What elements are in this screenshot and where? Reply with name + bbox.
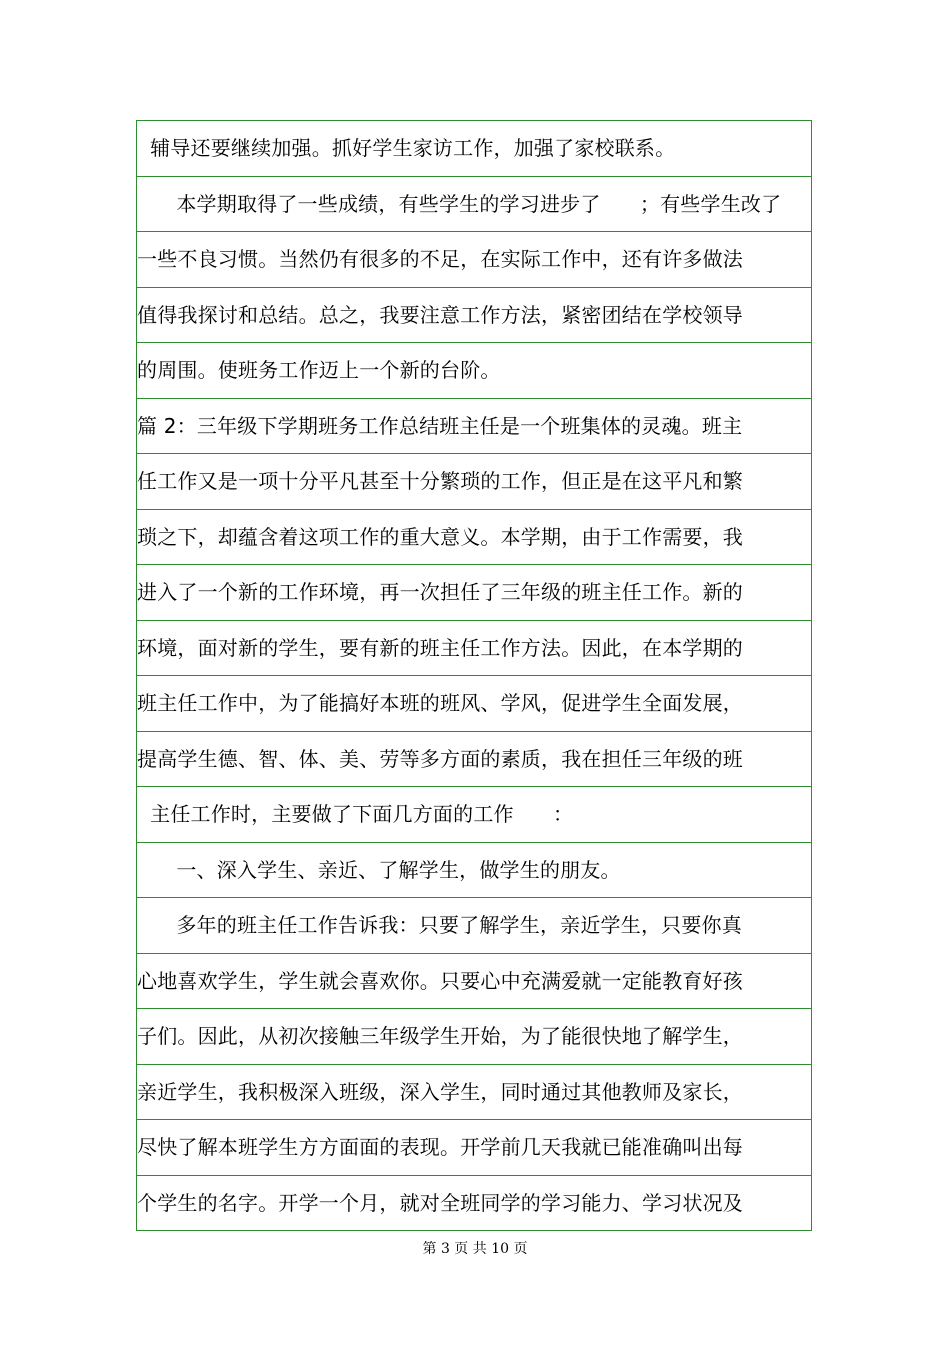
text-line: [137, 1120, 811, 1176]
text-line: [137, 399, 811, 455]
line-text: 个学生的名字。开学一个月，就对全班同学的学习能力、学习状况及: [137, 1190, 743, 1215]
text-line: [137, 288, 811, 344]
text-line: [137, 732, 811, 788]
line-text: 一、深入学生、亲近、了解学生，做学生的朋友。: [137, 857, 621, 882]
text-line: [137, 1065, 811, 1121]
line-text: 本学期取得了一些成绩，有些学生的学习进步了 ；有些学生改了: [137, 191, 782, 216]
text-line: [137, 787, 811, 843]
line-text: 心地喜欢学生，学生就会喜欢你。只要心中充满爱就一定能教育好孩: [137, 968, 743, 993]
text-line: [137, 621, 811, 677]
text-line: [137, 843, 811, 899]
line-text: 一些不良习惯。当然仍有很多的不足，在实际工作中，还有许多做法: [137, 247, 743, 271]
text-line: [137, 954, 811, 1010]
line-text: 尽快了解本班学生方方面面的表现。开学前几天我就已能准确叫出每: [137, 1135, 743, 1159]
text-line: [137, 177, 811, 233]
page-frame: [136, 120, 812, 1231]
line-text: 琐之下，却蕴含着这项工作的重大意义。本学期，由于工作需要，我: [137, 524, 743, 549]
text-line: [137, 454, 811, 510]
line-text: 班主任工作中，为了能搞好本班的班风、学风，促进学生全面发展，: [137, 691, 743, 715]
line-text: 提高学生德、智、体、美、劳等多方面的素质，我在担任三年级的班: [137, 746, 743, 771]
line-text: 辅导还要继续加强。抓好学生家访工作，加强了家校联系。: [137, 136, 676, 160]
text-line: [137, 343, 811, 399]
line-text: 的周围。使班务工作迈上一个新的台阶。: [137, 358, 501, 382]
line-text: 子们。因此，从初次接触三年级学生开始，为了能很快地了解学生，: [137, 1024, 743, 1048]
text-line: [137, 565, 811, 621]
line-text: 多年的班主任工作告诉我：只要了解学生，亲近学生，只要你真: [137, 913, 742, 937]
text-line: [137, 898, 811, 954]
line-text: 环境，面对新的学生，要有新的班主任工作方法。因此，在本学期的: [137, 635, 743, 660]
line-text: 值得我探讨和总结。总之，我要注意工作方法，紧密团结在学校领导: [137, 302, 743, 327]
text-line: [137, 1009, 811, 1065]
line-text: 任工作又是一项十分平凡甚至十分繁琐的工作，但正是在这平凡和繁: [137, 469, 743, 493]
page-number-footer: 第 3 页 共 10 页: [422, 1241, 528, 1257]
text-line: [137, 676, 811, 732]
text-line: [137, 510, 811, 566]
text-line: [137, 121, 811, 177]
line-text: 主任工作时，主要做了下面几方面的工作 ：: [137, 802, 574, 826]
text-line: [137, 1176, 811, 1232]
line-text: 进入了一个新的工作环境，再一次担任了三年级的班主任工作。新的: [137, 580, 743, 604]
line-text: 篇 2：三年级下学期班务工作总结班主任是一个班集体的灵魂。班主: [137, 413, 743, 438]
line-text: 亲近学生，我积极深入班级，深入学生，同时通过其他教师及家长，: [137, 1079, 743, 1104]
text-line: [137, 232, 811, 288]
